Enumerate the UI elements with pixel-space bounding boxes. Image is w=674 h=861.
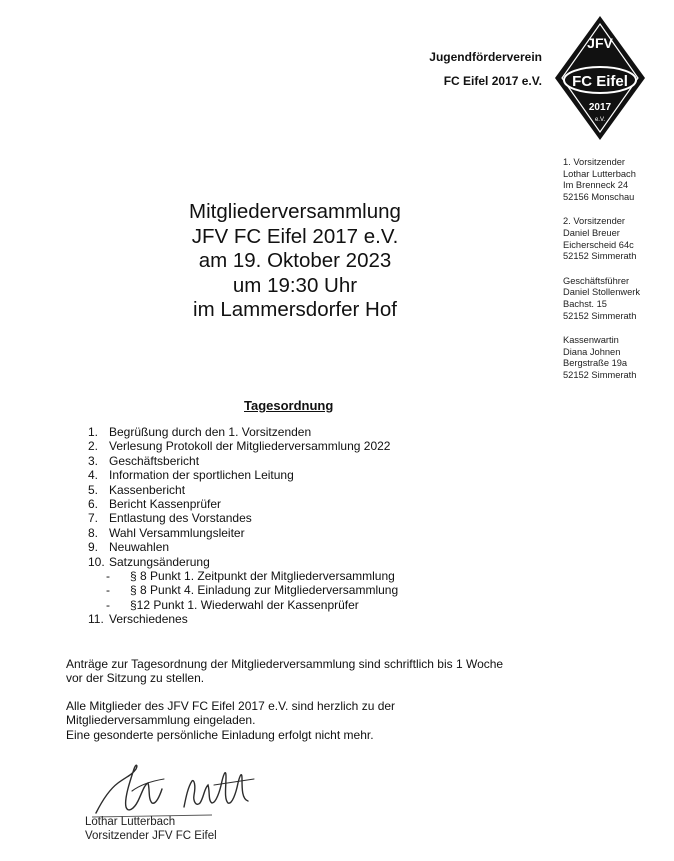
agenda-text: Neuwahlen [109, 540, 170, 555]
agenda-number: 7. [88, 511, 99, 526]
agenda-number: 2. [88, 439, 99, 454]
officer-name: Daniel Breuer [563, 227, 620, 238]
logo-top-text: JFV [587, 35, 613, 51]
agenda-item [88, 526, 508, 540]
agenda-text: Geschäftsbericht [109, 453, 200, 468]
agenda-text: Entlastung des Vorstandes [109, 511, 252, 526]
officer-city: 52152 Simmerath [563, 310, 637, 321]
agenda-number: 11. [88, 612, 104, 627]
agenda-number: 9. [88, 540, 99, 555]
note-line: Anträge zur Tagesordnung der Mitgliederversammlung sind schriftlich bis 1 Woche [66, 657, 504, 671]
agenda-text: Satzungsänderung [109, 554, 210, 569]
officer-name: Diana Johnen [563, 346, 621, 357]
agenda-item [88, 483, 508, 497]
subitem-dash: - [106, 597, 110, 612]
agenda-text: Begrüßung durch den 1. Vorsitzenden [109, 425, 312, 439]
logo-main-text: FC Eifel [572, 73, 628, 90]
agenda-text: Verlesung Protokoll der Mitgliederversammlung 2022 [109, 439, 391, 454]
agenda-text: Information der sportlichen Leitung [109, 468, 294, 483]
agenda-text: Wahl Versammlungsleiter [109, 525, 245, 540]
officer-street: Bachst. 15 [563, 298, 607, 309]
title-line: JFV FC Eifel 2017 e.V. [191, 224, 399, 248]
title-line: im Lammersdorfer Hof [193, 298, 397, 321]
officer-name: Daniel Stollenwerk [563, 287, 640, 298]
agenda-number: 6. [88, 497, 99, 512]
note-line: Mitgliederversammlung eingeladen. [66, 713, 256, 728]
handwritten-signature [92, 755, 272, 825]
agenda-item [88, 555, 508, 569]
agenda-item [88, 497, 508, 511]
officer-block [563, 335, 673, 381]
officer-name: Lothar Lutterbach [563, 168, 636, 179]
title-line: am 19. Oktober 2023 [198, 249, 392, 272]
agenda-number: 4. [88, 468, 99, 483]
agenda-number: 10. [88, 554, 105, 569]
officer-block [563, 276, 673, 322]
note-line: vor der Sitzung zu stellen. [66, 671, 205, 686]
club-name-line1: Jugendförderverein [429, 50, 542, 64]
club-name-line2: FC Eifel 2017 e.V. [443, 74, 542, 88]
agenda-text: Verschiedenes [109, 612, 188, 627]
subitem-text: § 8 Punkt 1. Zeitpunkt der Mitgliederversammlung [130, 569, 395, 584]
agenda-item [88, 425, 508, 439]
officer-city: 52152 Simmerath [563, 251, 637, 262]
officer-role: 1. Vorsitzender [563, 157, 626, 167]
logo-suffix: e.V. [594, 117, 606, 123]
title-line: Mitgliederversammlung [189, 200, 401, 223]
subitem-text: §12 Punkt 1. Wiederwahl der Kassenprüfer [130, 597, 359, 612]
subitem-dash: - [106, 569, 110, 584]
agenda-subitem [88, 583, 508, 597]
officer-street: Bergstraße 19a [563, 358, 628, 369]
agenda-item [88, 540, 508, 554]
officer-role: Geschäftsführer [563, 275, 630, 286]
officer-role: Kassenwartin [563, 335, 619, 346]
officer-block [563, 157, 673, 203]
note-line: Eine gesonderte persönliche Einladung erfolgt nicht mehr. [66, 727, 374, 742]
agenda-subitem [88, 569, 508, 583]
title-line: um 19:30 Uhr [232, 273, 358, 297]
agenda-item [88, 454, 508, 468]
subitem-dash: - [106, 583, 110, 598]
agenda-number: 8. [88, 525, 99, 540]
agenda-number: 3. [88, 453, 99, 468]
signatory-role: Vorsitzender JFV FC Eifel [85, 830, 217, 842]
officers-list [563, 157, 673, 395]
agenda-item [88, 468, 508, 482]
signatory-name: Lothar Lutterbach [85, 816, 176, 828]
officer-role: 2. Vorsitzender [563, 216, 626, 227]
agenda-item [88, 439, 508, 453]
proposals-note [66, 657, 566, 686]
officer-city: 52152 Simmerath [563, 369, 637, 380]
note-line: Alle Mitglieder des JFV FC Eifel 2017 e.V. sind herzlich zu der [66, 699, 396, 713]
agenda-item [88, 511, 508, 525]
agenda-list [88, 425, 508, 627]
agenda-number: 5. [88, 482, 99, 497]
agenda-heading: Tagesordnung [244, 398, 334, 413]
club-logo [553, 14, 647, 142]
subitem-text: § 8 Punkt 4. Einladung zur Mitgliederversammlung [130, 583, 399, 598]
agenda-text: Bericht Kassenprüfer [109, 497, 222, 512]
agenda-subitem [88, 598, 508, 612]
officer-street: Eicherscheid 64c [563, 239, 634, 250]
meeting-title [130, 200, 460, 323]
officer-street: Im Brenneck 24 [563, 180, 629, 191]
officer-city: 52156 Monschau [563, 191, 635, 202]
logo-year: 2017 [588, 102, 612, 113]
agenda-text: Kassenbericht [109, 482, 186, 497]
officer-block [563, 216, 673, 262]
agenda-item [88, 612, 508, 626]
members-note [66, 699, 566, 742]
agenda-number: 1. [88, 425, 99, 439]
